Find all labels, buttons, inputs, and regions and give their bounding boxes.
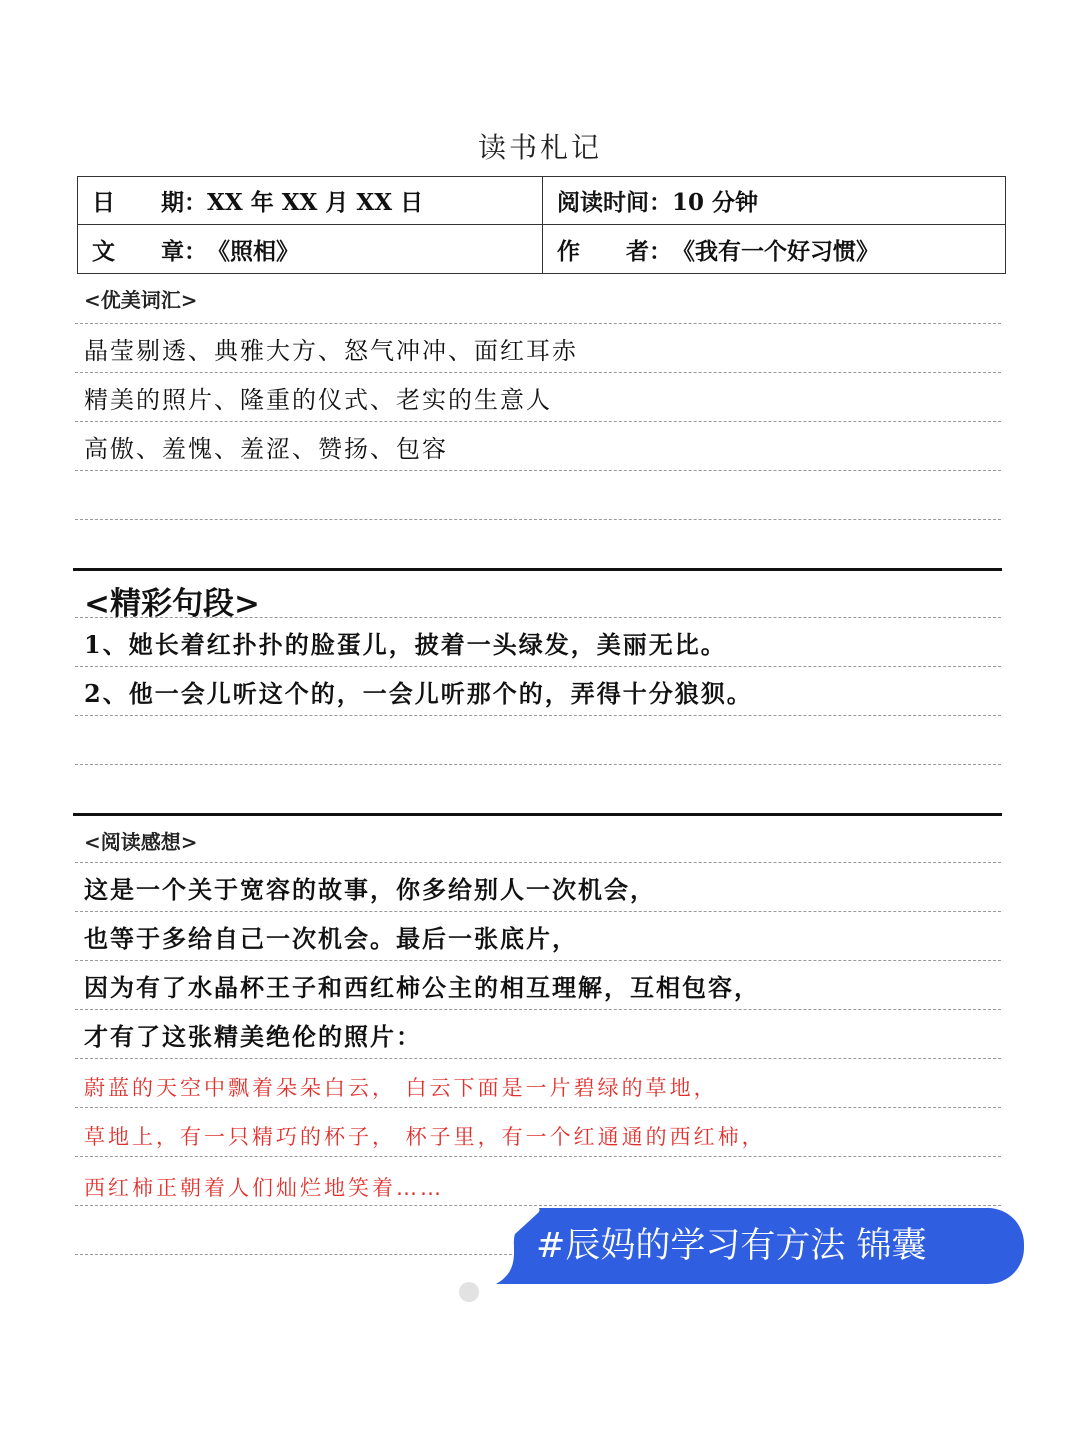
info-table <box>77 176 1006 274</box>
ruled-line <box>75 1058 1001 1059</box>
thoughts-section-label: <阅读感想> <box>84 830 198 854</box>
vocab-line: 晶莹剔透、典雅大方、怒气冲冲、面红耳赤 <box>84 337 578 365</box>
ruled-line <box>75 519 1001 520</box>
vocab-section-label: <优美词汇> <box>84 288 198 312</box>
author-cell <box>543 225 1005 273</box>
thought-line: 这是一个关于宽容的故事，你多给别人一次机会， <box>84 875 656 904</box>
author-label: 作 者： <box>557 237 672 265</box>
ruled-line <box>75 764 1001 765</box>
hashtag-badge[interactable] <box>496 1206 1026 1286</box>
section-divider <box>73 568 1002 571</box>
thought-line: 才有了这张精美绝伦的照片： <box>84 1022 422 1051</box>
ruled-line <box>75 323 1001 324</box>
article-label: 文 章： <box>92 237 207 265</box>
ruled-line <box>75 470 1001 471</box>
sentences-section-label: <精彩句段> <box>84 586 260 622</box>
reading-time-value: 10 分钟 <box>672 189 759 216</box>
ruled-line <box>75 862 1001 863</box>
thought-line: 也等于多给自己一次机会。最后一张底片， <box>84 924 578 953</box>
red-quote-line: 西红柿正朝着人们灿烂地笑着…… <box>84 1176 444 1200</box>
red-quote-line: 蔚蓝的天空中飘着朵朵白云， 白云下面是一片碧绿的草地， <box>84 1076 718 1100</box>
ruled-line <box>75 1107 1001 1108</box>
ruled-line <box>75 372 1001 373</box>
page-title: 读书札记 <box>477 131 602 164</box>
sentence-line: 2、他一会儿听这个的，一会儿听那个的，弄得十分狼狈。 <box>84 679 753 708</box>
ruled-line <box>75 666 1001 667</box>
ruled-line <box>75 960 1001 961</box>
ruled-line <box>75 715 1001 716</box>
vocab-line: 精美的照片、隆重的仪式、老实的生意人 <box>84 386 552 414</box>
thought-line: 因为有了水晶杯王子和西红柿公主的相互理解，互相包容， <box>84 973 760 1002</box>
date-cell <box>78 177 543 225</box>
sentence-line: 1、她长着红扑扑的脸蛋儿，披着一头绿发，美丽无比。 <box>84 630 727 659</box>
vocab-line: 高傲、羞愧、羞涩、赞扬、包容 <box>84 435 448 463</box>
checkmark-icon <box>496 1206 540 1236</box>
ruled-line <box>75 617 1001 618</box>
reading-time-cell <box>543 177 1005 225</box>
article-cell <box>78 225 543 273</box>
article-value: 《照相》 <box>207 237 299 265</box>
date-value: XX 年 XX 月 XX 日 <box>207 189 424 216</box>
author-value: 《我有一个好习惯》 <box>672 237 879 265</box>
date-label: 日 期： <box>92 189 207 216</box>
red-quote-line: 草地上，有一只精巧的杯子， 杯子里，有一个红通通的西红柿， <box>84 1125 766 1149</box>
section-divider <box>73 813 1002 816</box>
page-indicator-dot <box>459 1282 479 1302</box>
ruled-line <box>75 421 1001 422</box>
reading-time-label: 阅读时间： <box>557 189 672 216</box>
hashtag-text: #辰妈的学习有方法 锦囊 <box>536 1226 927 1266</box>
ruled-line <box>75 1009 1001 1010</box>
ruled-line <box>75 1156 1001 1157</box>
ruled-line <box>75 911 1001 912</box>
